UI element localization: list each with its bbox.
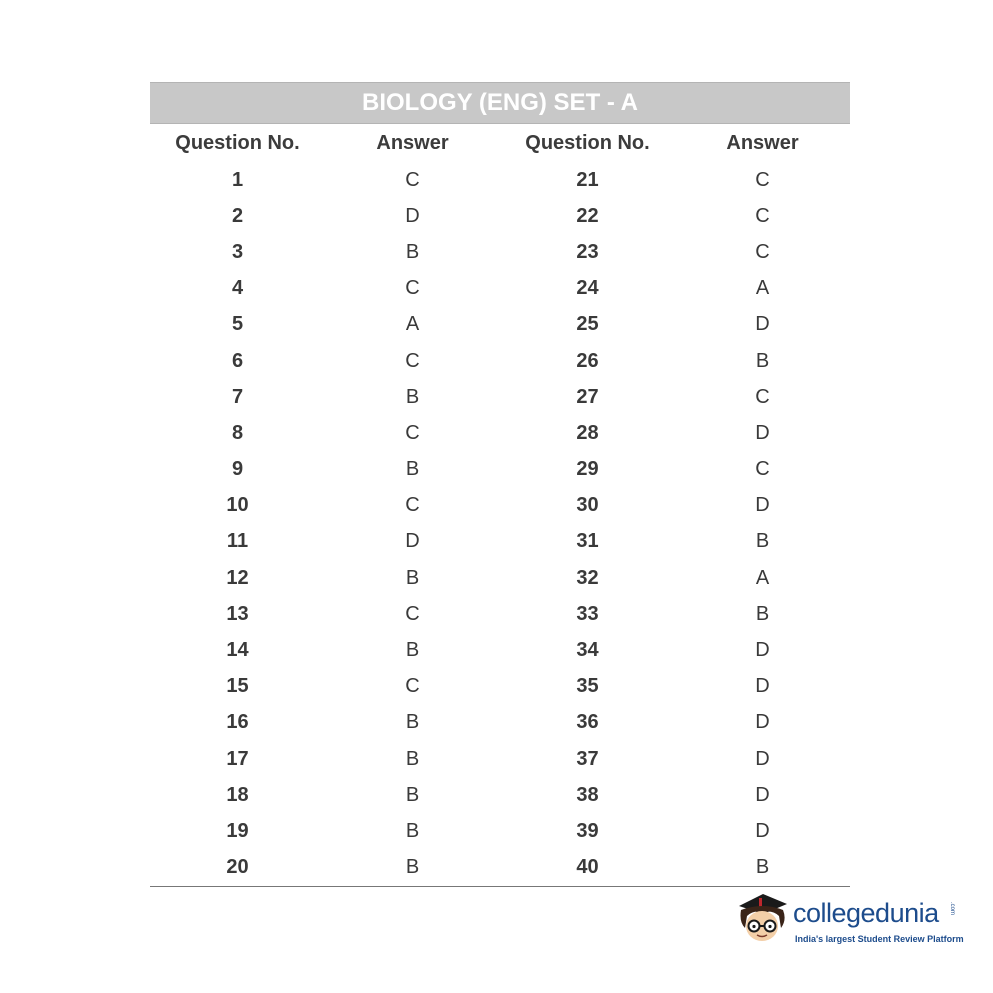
answer-cell: B [755, 530, 770, 553]
question-no-cell: 27 [576, 385, 599, 408]
table-row [150, 234, 850, 270]
question-no-cell: 10 [226, 494, 249, 517]
table-row [150, 379, 850, 415]
table-row [150, 560, 850, 596]
answer-rows [150, 162, 850, 886]
question-no-cell: 11 [226, 530, 249, 553]
answer-cell: A [405, 313, 420, 336]
question-no-cell: 12 [226, 566, 249, 589]
question-no-cell: 15 [226, 675, 249, 698]
answer-cell: A [755, 277, 770, 300]
question-no-cell: 37 [576, 747, 599, 770]
answer-cell: C [755, 458, 770, 481]
answer-cell: B [405, 711, 420, 734]
question-no-cell: 14 [226, 639, 249, 662]
question-no-cell: 8 [231, 421, 244, 444]
question-no-cell: 17 [226, 747, 249, 770]
bottom-divider [150, 886, 850, 887]
table-row [150, 307, 850, 343]
answer-cell: C [405, 602, 420, 625]
table-row [150, 415, 850, 451]
answer-cell: C [405, 277, 420, 300]
table-row [150, 632, 850, 668]
header-question-no-right: Question No. [525, 131, 650, 154]
answer-table [150, 124, 850, 886]
question-no-cell: 18 [226, 783, 249, 806]
question-no-cell: 26 [576, 349, 599, 372]
question-no-cell: 16 [226, 711, 249, 734]
question-no-cell: 7 [231, 385, 244, 408]
header-row [150, 124, 850, 162]
answer-cell: C [755, 168, 770, 191]
answer-cell: B [405, 566, 420, 589]
table-row [150, 705, 850, 741]
question-no-cell: 2 [231, 204, 244, 227]
answer-cell: B [755, 602, 770, 625]
question-no-cell: 23 [576, 240, 599, 263]
question-no-cell: 5 [231, 313, 244, 336]
answer-cell: B [755, 349, 770, 372]
logo-name: collegedunia [793, 898, 939, 928]
answer-cell: B [405, 240, 420, 263]
table-row [150, 452, 850, 488]
question-no-cell: 38 [576, 783, 599, 806]
title-bar [150, 82, 850, 124]
table-row [150, 850, 850, 886]
question-no-cell: 9 [231, 458, 244, 481]
question-no-cell: 4 [231, 277, 244, 300]
answer-cell: D [755, 639, 770, 662]
answer-cell: D [755, 421, 770, 444]
answer-cell: C [405, 168, 420, 191]
answer-cell: B [755, 856, 770, 879]
collegedunia-logo [733, 888, 963, 948]
table-row [150, 777, 850, 813]
question-no-cell: 39 [576, 819, 599, 842]
answer-cell: B [405, 385, 420, 408]
question-no-cell: 21 [576, 168, 599, 191]
answer-cell: B [405, 639, 420, 662]
answer-cell: C [405, 421, 420, 444]
question-no-cell: 30 [576, 494, 599, 517]
header-answer-right: Answer [726, 131, 799, 154]
question-no-cell: 36 [576, 711, 599, 734]
question-no-cell: 29 [576, 458, 599, 481]
logo-suffix: .com [949, 902, 955, 916]
answer-cell: C [405, 349, 420, 372]
question-no-cell: 32 [576, 566, 599, 589]
answer-cell: D [755, 494, 770, 517]
header-answer-left: Answer [376, 131, 449, 154]
question-no-cell: 1 [231, 168, 244, 191]
answer-cell: D [755, 747, 770, 770]
question-no-cell: 33 [576, 602, 599, 625]
answer-cell: D [405, 204, 420, 227]
logo-tagline: India's largest Student Review Platform [795, 934, 964, 944]
answer-cell: B [405, 856, 420, 879]
question-no-cell: 19 [226, 819, 249, 842]
question-no-cell: 28 [576, 421, 599, 444]
answer-cell: C [755, 204, 770, 227]
answer-cell: B [405, 747, 420, 770]
table-row [150, 669, 850, 705]
answer-cell: B [405, 819, 420, 842]
answer-cell: D [755, 675, 770, 698]
question-no-cell: 6 [231, 349, 244, 372]
answer-cell: B [405, 458, 420, 481]
answer-cell: C [405, 494, 420, 517]
answer-cell: D [755, 783, 770, 806]
question-no-cell: 35 [576, 675, 599, 698]
table-row [150, 343, 850, 379]
header-question-no-left: Question No. [175, 131, 300, 154]
answer-cell: D [755, 711, 770, 734]
answer-cell: C [755, 385, 770, 408]
question-no-cell: 25 [576, 313, 599, 336]
question-no-cell: 3 [231, 240, 244, 263]
sheet-title: BIOLOGY (ENG) SET - A [361, 89, 638, 116]
table-row [150, 813, 850, 849]
question-no-cell: 24 [576, 277, 599, 300]
table-row [150, 741, 850, 777]
answer-cell: D [755, 819, 770, 842]
student-mascot-icon [733, 888, 791, 948]
question-no-cell: 13 [226, 602, 249, 625]
table-row [150, 596, 850, 632]
question-no-cell: 22 [576, 204, 599, 227]
answer-cell: C [405, 675, 420, 698]
answer-cell: C [755, 240, 770, 263]
table-row [150, 488, 850, 524]
table-row [150, 198, 850, 234]
table-row [150, 162, 850, 198]
answer-cell: D [405, 530, 420, 553]
answer-key-sheet [150, 82, 850, 887]
answer-cell: B [405, 783, 420, 806]
table-row [150, 271, 850, 307]
question-no-cell: 40 [576, 856, 599, 879]
question-no-cell: 31 [576, 530, 599, 553]
answer-cell: D [755, 313, 770, 336]
question-no-cell: 20 [226, 856, 249, 879]
table-row [150, 524, 850, 560]
question-no-cell: 34 [576, 639, 599, 662]
answer-cell: A [755, 566, 770, 589]
